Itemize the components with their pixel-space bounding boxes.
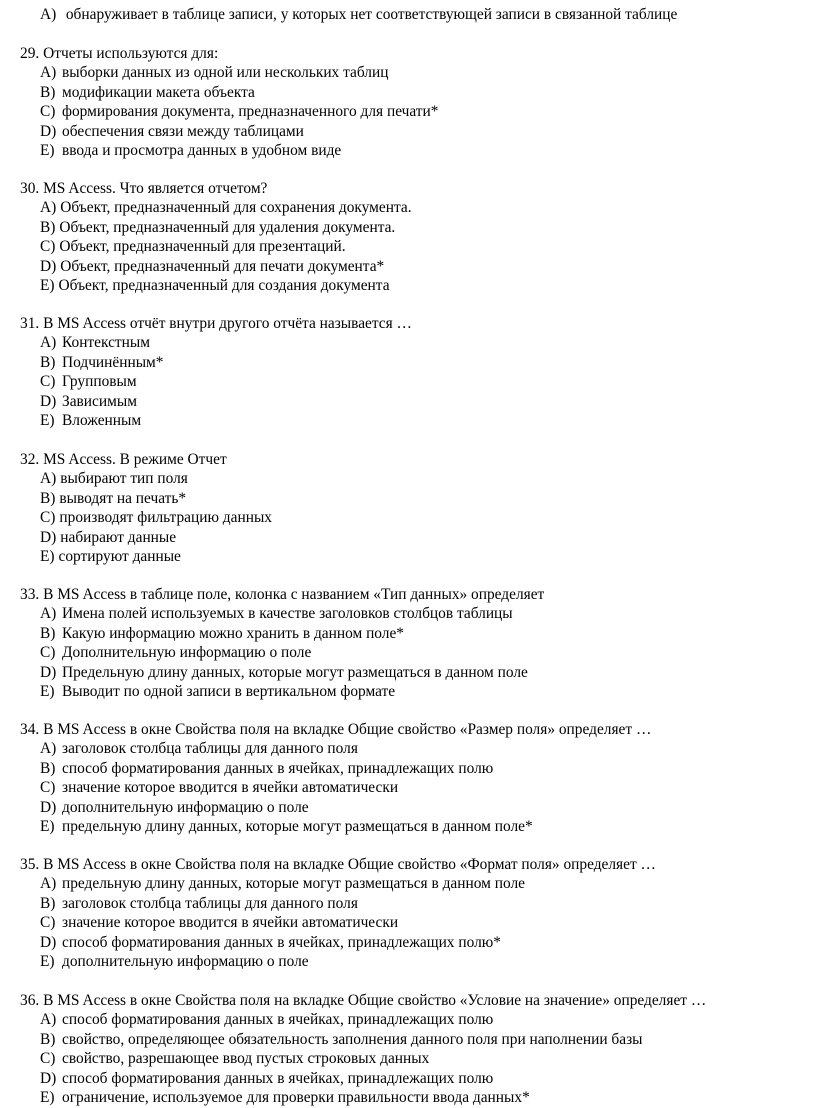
- answer-letter: C): [40, 644, 56, 662]
- question-line: [20, 179, 267, 198]
- answer-letter: D): [40, 798, 57, 816]
- answer-letter: A): [40, 199, 57, 217]
- answer-letter: B): [40, 894, 56, 912]
- answer-letter: D): [40, 392, 57, 410]
- answer-line: [40, 372, 137, 391]
- answer-text: обнаруживает в таблице записи, у которых нет соответствующей записи в связанной таблице: [65, 6, 678, 23]
- answer-line: [40, 122, 304, 141]
- answer-line: [40, 198, 412, 217]
- answer-letter: C): [40, 238, 56, 256]
- answer-text: свойство, определяющее обязательность заполнения данного поля при наполнении базы: [62, 1030, 643, 1048]
- answer-text: Вложенным: [62, 412, 142, 429]
- answer-letter: E): [40, 277, 55, 294]
- answer-line: [40, 1010, 493, 1029]
- answer-text: ввода и просмотра данных в удобном виде: [62, 142, 342, 159]
- question-number: 36.: [20, 992, 40, 1009]
- answer-text: дополнительную информацию о поле: [62, 798, 309, 816]
- answer-letter: B): [40, 218, 56, 236]
- question-text: В MS Access в таблице поле, колонка с названием «Тип данных» определяет: [43, 586, 545, 603]
- answer-text: значение которое вводится в ячейки автоматически: [62, 914, 399, 932]
- answer-letter: D): [40, 122, 57, 140]
- answer-letter: A): [40, 605, 57, 623]
- answer-line: [40, 759, 493, 778]
- answer-line: [40, 817, 533, 836]
- answer-line: [40, 739, 358, 758]
- question-line: [20, 314, 412, 333]
- question-text: В MS Access отчёт внутри другого отчёта называется …: [43, 315, 412, 332]
- answer-text: выборки данных из одной или нескольких таблиц: [62, 64, 389, 82]
- answer-letter: B): [40, 759, 56, 777]
- question-line: [20, 450, 227, 469]
- answer-letter: B): [40, 83, 56, 101]
- answer-line: [40, 798, 309, 817]
- answer-line: [40, 257, 384, 276]
- answer-text: Какую информацию можно хранить в данном поле*: [62, 624, 405, 642]
- answer-text: Объект, предназначенный для презентаций.: [59, 238, 346, 256]
- answer-line: [40, 1088, 530, 1107]
- answer-line: [40, 894, 358, 913]
- answer-text: Зависимым: [62, 392, 137, 410]
- answer-line: [40, 952, 309, 971]
- question-number: 32.: [20, 451, 40, 468]
- answer-text: обеспечения связи между таблицами: [62, 122, 304, 140]
- answer-letter: E): [40, 953, 55, 970]
- question-line: [20, 720, 651, 739]
- answer-line: [40, 1069, 493, 1088]
- answer-letter: A): [40, 334, 57, 352]
- answer-line: [40, 276, 390, 295]
- answer-letter: B): [40, 624, 56, 642]
- answer-letter: B): [40, 489, 56, 507]
- answer-letter: E): [40, 818, 55, 835]
- answer-text: Объект, предназначенный для печати документа*: [60, 257, 385, 275]
- answer-letter: E): [40, 412, 55, 429]
- answer-letter: D): [40, 528, 57, 546]
- answer-line: [40, 237, 346, 256]
- answer-line: [40, 624, 404, 643]
- answer-line: [40, 411, 141, 430]
- answer-line: [40, 643, 311, 662]
- answer-text: производят фильтрацию данных: [59, 509, 272, 527]
- question-text: MS Access. В режиме Отчет: [43, 451, 227, 468]
- answer-text: Дополнительную информацию о поле: [62, 644, 312, 662]
- answer-text: ограничение, используемое для проверки правильности ввода данных*: [62, 1089, 530, 1106]
- answer-text: Объект, предназначенный для удаления документа.: [59, 218, 396, 236]
- question-line: [20, 585, 544, 604]
- answer-letter: C): [40, 914, 56, 932]
- answer-letter: D): [40, 257, 57, 275]
- answer-line: [40, 604, 513, 623]
- answer-text: Выводит по одной записи в вертикальном формате: [62, 683, 396, 700]
- answer-text: формирования документа, предназначенного для печати*: [62, 103, 439, 121]
- answer-text: способ форматирования данных в ячейках, принадлежащих полю: [62, 1069, 494, 1087]
- answer-line: [40, 83, 255, 102]
- answer-text: выводят на печать*: [59, 489, 187, 507]
- question-text: В MS Access в окне Свойства поля на вкладке Общие свойство «Размер поля» определяет …: [43, 721, 652, 738]
- answer-letter: A): [40, 740, 57, 758]
- question-text: В MS Access в окне Свойства поля на вкладке Общие свойство «Формат поля» определяет …: [43, 856, 656, 873]
- answer-letter: C): [40, 779, 56, 797]
- answer-text: способ форматирования данных в ячейках, принадлежащих полю: [62, 759, 494, 777]
- answer-text: значение которое вводится в ячейки автоматически: [62, 779, 399, 797]
- answer-line: [40, 489, 186, 508]
- answer-line: [40, 1030, 643, 1049]
- answer-text: заголовок столбца таблицы для данного поля: [62, 740, 358, 758]
- answer-letter: A): [40, 64, 57, 82]
- answer-text: выбирают тип поля: [60, 470, 188, 488]
- answer-letter: E): [40, 683, 55, 700]
- answer-letter: E): [40, 142, 55, 159]
- answer-line: [40, 1049, 429, 1068]
- answer-line: [40, 778, 398, 797]
- answer-line: [40, 469, 188, 488]
- question-number: 34.: [20, 721, 40, 738]
- question-text: В MS Access в окне Свойства поля на вкладке Общие свойство «Условие на значение» определяет …: [43, 992, 707, 1009]
- answer-line: [40, 392, 137, 411]
- answer-line: [40, 682, 395, 701]
- answer-letter: C): [40, 103, 56, 121]
- answer-letter: C): [40, 1050, 56, 1068]
- answer-line: [40, 333, 150, 352]
- answer-line: [40, 508, 272, 527]
- answer-letter: E): [40, 548, 55, 565]
- answer-letter: A): [40, 875, 57, 893]
- answer-text: способ форматирования данных в ячейках, принадлежащих полю*: [62, 933, 501, 951]
- answer-text: Подчинённым*: [62, 353, 164, 371]
- question-text: Отчеты используются для:: [43, 45, 219, 62]
- answer-text: предельную длину данных, которые могут размещаться в данном поле: [62, 875, 525, 893]
- question-number: 35.: [20, 856, 40, 873]
- answer-line: [40, 547, 181, 566]
- answer-text: Групповым: [62, 373, 137, 391]
- answer-line: [40, 353, 164, 372]
- answer-text: свойство, разрешающее ввод пустых строковых данных: [62, 1050, 430, 1068]
- answer-text: способ форматирования данных в ячейках, принадлежащих полю: [62, 1011, 494, 1029]
- question-number: 33.: [20, 586, 40, 603]
- question-line: [20, 855, 656, 874]
- answer-text: Объект, предназначенный для создания документа: [58, 277, 390, 294]
- answer-line: [40, 218, 395, 237]
- answer-line: [40, 663, 528, 682]
- question-line: [20, 991, 706, 1010]
- question-number: 29.: [20, 45, 40, 62]
- answer-line: [40, 933, 501, 952]
- answer-text: Контекстным: [62, 334, 150, 352]
- answer-text: сортируют данные: [58, 548, 181, 565]
- answer-letter: D): [40, 933, 57, 951]
- question-number: 31.: [20, 315, 40, 332]
- answer-letter: A): [40, 470, 57, 488]
- answer-line: [40, 528, 176, 547]
- answer-text: Предельную длину данных, которые могут размещаться в данном поле: [62, 663, 528, 681]
- answer-text: Имена полей используемых в качестве заголовков столбцов таблицы: [62, 605, 513, 623]
- answer-line: [40, 63, 388, 82]
- answer-text: предельную длину данных, которые могут размещаться в данном поле*: [62, 818, 533, 835]
- answer-letter: C): [40, 509, 56, 527]
- answer-letter: B): [40, 353, 56, 371]
- answer-text: заголовок столбца таблицы для данного поля: [62, 894, 358, 912]
- answer-line: [40, 141, 341, 160]
- answer-letter: D): [40, 1069, 57, 1087]
- answer-letter: C): [40, 373, 56, 391]
- answer-text: Объект, предназначенный для сохранения документа.: [60, 199, 412, 217]
- question-line: [20, 44, 218, 63]
- answer-letter: A): [40, 6, 57, 23]
- answer-text: модификации макета объекта: [62, 83, 255, 101]
- answer-text: набирают данные: [60, 528, 177, 546]
- answer-text: дополнительную информацию о поле: [62, 953, 309, 970]
- question-text: MS Access. Что является отчетом?: [43, 180, 268, 197]
- answer-line: [40, 874, 525, 893]
- question-number: 30.: [20, 180, 40, 197]
- answer-letter: E): [40, 1089, 55, 1106]
- answer-letter: A): [40, 1011, 57, 1029]
- answer-line: [40, 102, 438, 121]
- answer-letter: D): [40, 663, 57, 681]
- answer-line: [40, 5, 677, 24]
- answer-letter: B): [40, 1030, 56, 1048]
- answer-line: [40, 913, 398, 932]
